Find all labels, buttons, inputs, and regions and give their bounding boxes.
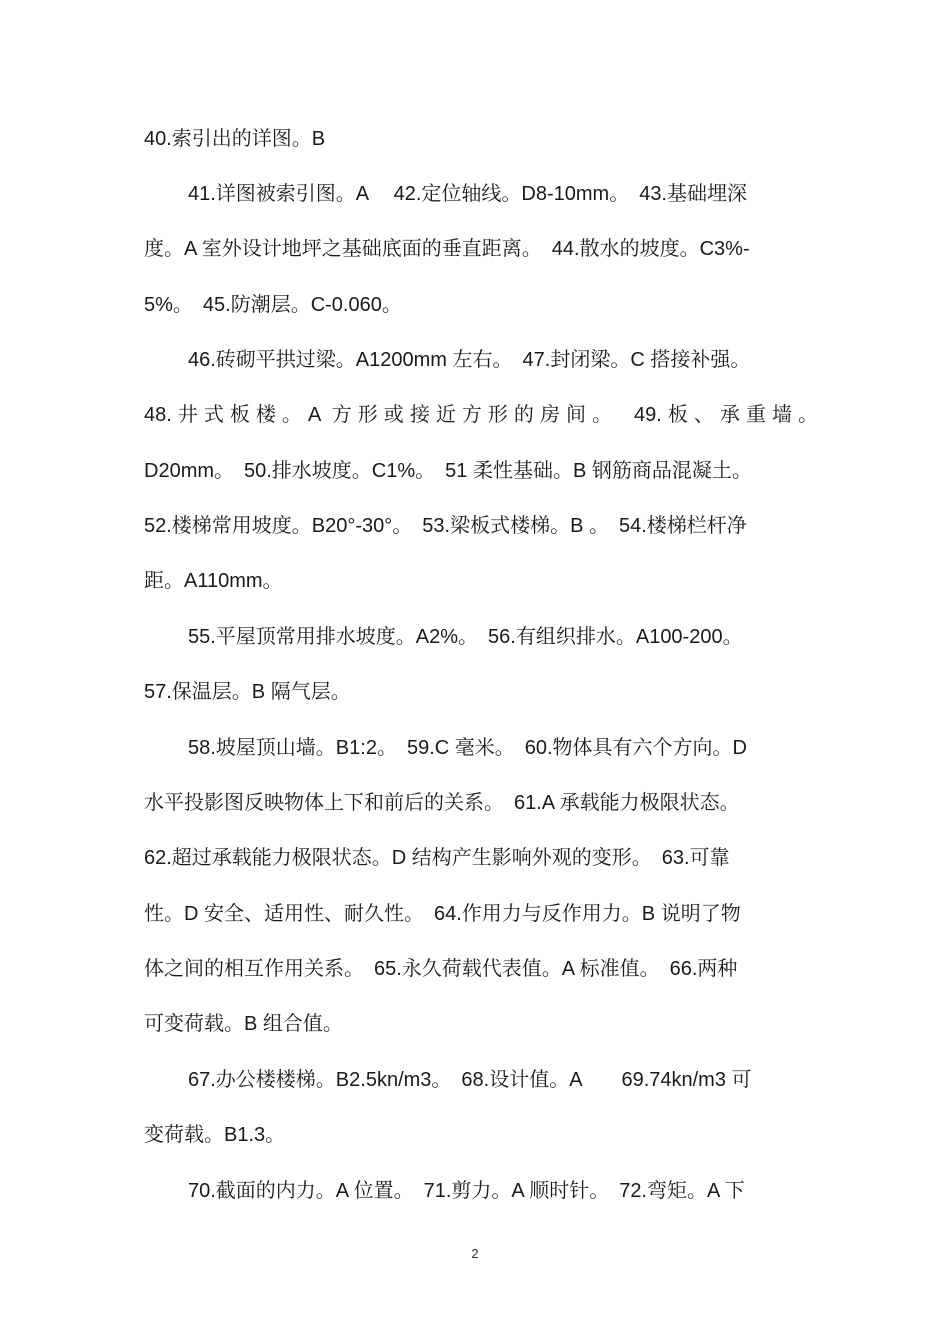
text-line-17: 可变荷载。B 组合值。 (144, 1013, 343, 1035)
text-line-8: 52.楼梯常用坡度。B20°-30°。 53.梁板式楼梯。B 。 54.楼梯栏杆净 (144, 515, 747, 537)
text-line-13: 水平投影图反映物体上下和前后的关系。 61.A 承载能力极限状态。 (144, 792, 740, 814)
text-line-18: 67.办公楼楼梯。B2.5kn/m3。 68.设计值。A 69.74kn/m3 可 (188, 1069, 752, 1091)
text-line-11: 57.保温层。B 隔气层。 (144, 681, 351, 703)
text-line-19: 变荷载。B1.3。 (144, 1124, 286, 1146)
text-line-3: 度。A 室外设计地坪之基础底面的垂直距离。 44.散水的坡度。C3%- (144, 238, 750, 260)
text-line-7: D20mm。 50.排水坡度。C1%。 51 柔性基础。B 钢筋商品混凝土。 (144, 460, 752, 482)
page-number: 2 (471, 1246, 479, 1261)
text-line-4: 5%。 45.防潮层。C-0.060。 (144, 294, 402, 316)
text-line-14: 62.超过承载能力极限状态。D 结构产生影响外观的变形。 63.可靠 (144, 847, 730, 869)
text-line-6: 48.井式板楼。A 方形或接近方形的房间。 49.板、承重墙。 (144, 404, 818, 426)
text-line-12: 58.坡屋顶山墙。B1:2。 59.C 毫米。 60.物体具有六个方向。D (188, 737, 747, 759)
text-line-15: 性。D 安全、适用性、耐久性。 64.作用力与反作用力。B 说明了物 (144, 903, 741, 925)
text-line-1: 40.索引出的详图。B (144, 128, 326, 150)
text-line-5: 46.砖砌平拱过梁。A1200mm 左右。 47.封闭梁。C 搭接补强。 (188, 349, 751, 371)
text-line-16: 体之间的相互作用关系。 65.永久荷载代表值。A 标准值。 66.两种 (144, 958, 738, 980)
text-line-10: 55.平屋顶常用排水坡度。A2%。 56.有组织排水。A100-200。 (188, 626, 743, 648)
text-line-9: 距。A110mm。 (144, 570, 283, 592)
text-line-20: 70.截面的内力。A 位置。 71.剪力。A 顺时针。 72.弯矩。A 下 (188, 1180, 745, 1202)
text-line-2: 41.详图被索引图。A 42.定位轴线。D8-10mm。 43.基础埋深 (188, 183, 747, 205)
